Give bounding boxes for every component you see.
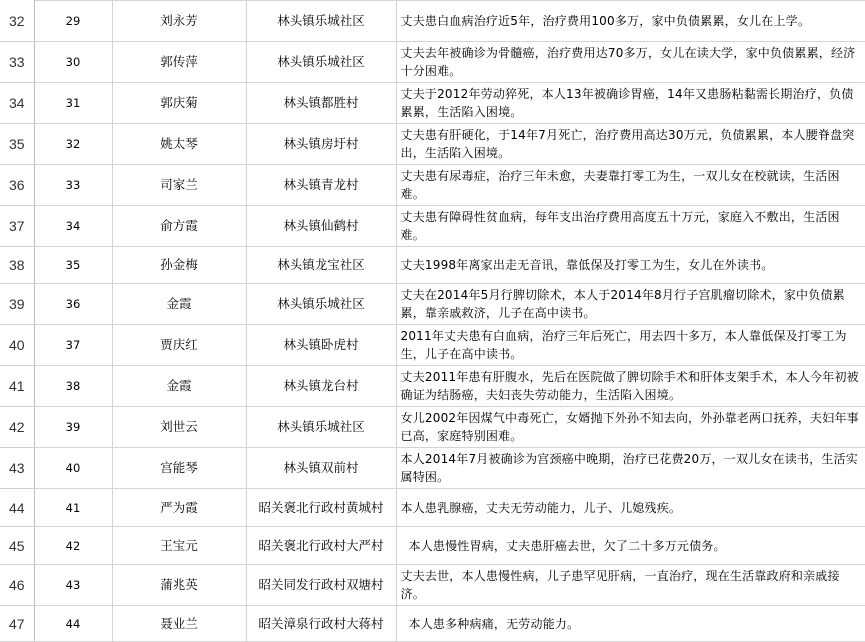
address-cell: 昭关同发行政村双塘村 — [246, 565, 396, 606]
situation-cell: 丈夫去世，本人患慢性病，儿子患罕见肝病，一直治疗，现在生活靠政府和亲戚接济。 — [396, 565, 865, 606]
table-row[interactable] — [0, 42, 865, 83]
address-cell: 林头镇双前村 — [246, 448, 396, 489]
row-header[interactable]: 47 — [0, 606, 34, 642]
serial-number-cell: 39 — [34, 407, 112, 448]
table-row[interactable] — [0, 247, 865, 284]
situation-cell: 本人患慢性胃病，丈夫患肝癌去世，欠了二十多万元债务。 — [396, 527, 865, 565]
serial-number-cell: 40 — [34, 448, 112, 489]
serial-number-cell: 31 — [34, 83, 112, 124]
serial-number-cell: 38 — [34, 366, 112, 407]
table-row[interactable] — [0, 407, 865, 448]
name-cell: 俞方霞 — [112, 206, 246, 247]
table-row[interactable] — [0, 366, 865, 407]
serial-number-cell: 32 — [34, 124, 112, 165]
name-cell: 宫能琴 — [112, 448, 246, 489]
row-header[interactable]: 38 — [0, 247, 34, 284]
table-row[interactable] — [0, 565, 865, 606]
name-cell: 郭庆菊 — [112, 83, 246, 124]
address-cell: 林头镇青龙村 — [246, 165, 396, 206]
address-cell: 林头镇乐城社区 — [246, 407, 396, 448]
situation-cell: 丈夫患白血病治疗近5年，治疗费用100多万，家中负债累累，女儿在上学。 — [396, 1, 865, 42]
serial-number-cell: 41 — [34, 489, 112, 527]
address-cell: 林头镇龙宝社区 — [246, 247, 396, 284]
situation-cell: 丈夫患有尿毒症，治疗三年未愈，夫妻靠打零工为生，一双儿女在校就读，生活困难。 — [396, 165, 865, 206]
serial-number-cell: 36 — [34, 284, 112, 325]
row-header[interactable]: 37 — [0, 206, 34, 247]
name-cell: 姚太琴 — [112, 124, 246, 165]
table-row[interactable] — [0, 1, 865, 42]
situation-cell: 丈夫在2014年5月行脾切除术，本人于2014年8月行子宫肌瘤切除术，家中负债累累，靠亲戚救济，儿子在高中读书。 — [396, 284, 865, 325]
row-header[interactable]: 32 — [0, 1, 34, 42]
table-row[interactable] — [0, 124, 865, 165]
name-cell: 金霞 — [112, 284, 246, 325]
situation-cell: 丈夫去年被确诊为骨髓癌，治疗费用达70多万，女儿在读大学，家中负债累累，经济十分困难。 — [396, 42, 865, 83]
name-cell: 贾庆红 — [112, 325, 246, 366]
name-cell: 蒲兆英 — [112, 565, 246, 606]
situation-cell: 丈夫2011年患有肝腹水，先后在医院做了脾切除手术和肝体支架手术，本人今年初被确证为结肠癌，夫妇丧失劳动能力，生活陷入困境。 — [396, 366, 865, 407]
serial-number-cell: 42 — [34, 527, 112, 565]
row-header[interactable]: 45 — [0, 527, 34, 565]
situation-cell: 2011年丈夫患有白血病，治疗三年后死亡，用去四十多万，本人靠低保及打零工为生，儿子在高中读书。 — [396, 325, 865, 366]
address-cell: 昭关漳泉行政村大蒋村 — [246, 606, 396, 642]
name-cell: 聂业兰 — [112, 606, 246, 642]
row-header[interactable]: 44 — [0, 489, 34, 527]
table-row[interactable] — [0, 284, 865, 325]
address-cell: 林头镇龙台村 — [246, 366, 396, 407]
name-cell: 司家兰 — [112, 165, 246, 206]
table-row[interactable] — [0, 527, 865, 565]
row-header[interactable]: 34 — [0, 83, 34, 124]
row-header[interactable]: 42 — [0, 407, 34, 448]
row-header[interactable]: 39 — [0, 284, 34, 325]
address-cell: 林头镇都胜村 — [246, 83, 396, 124]
address-cell: 昭关褒北行政村黄城村 — [246, 489, 396, 527]
row-header[interactable]: 33 — [0, 42, 34, 83]
row-header[interactable]: 41 — [0, 366, 34, 407]
address-cell: 林头镇乐城社区 — [246, 1, 396, 42]
name-cell: 郭传萍 — [112, 42, 246, 83]
situation-cell: 丈夫于2012年劳动猝死，本人13年被确诊胃癌，14年又患肠粘黏需长期治疗，负债累累，生活陷入困境。 — [396, 83, 865, 124]
serial-number-cell: 37 — [34, 325, 112, 366]
address-cell: 林头镇仙鹤村 — [246, 206, 396, 247]
serial-number-cell: 44 — [34, 606, 112, 642]
row-header[interactable]: 40 — [0, 325, 34, 366]
table-row[interactable] — [0, 606, 865, 642]
serial-number-cell: 43 — [34, 565, 112, 606]
serial-number-cell: 30 — [34, 42, 112, 83]
situation-cell: 本人2014年7月被确诊为宫颈癌中晚期，治疗已花费20万，一双儿女在读书，生活实属特困。 — [396, 448, 865, 489]
row-header[interactable]: 46 — [0, 565, 34, 606]
table-body — [0, 1, 865, 642]
table-row[interactable] — [0, 206, 865, 247]
situation-cell: 本人患多种病痛，无劳动能力。 — [396, 606, 865, 642]
table-row[interactable] — [0, 325, 865, 366]
name-cell: 金霞 — [112, 366, 246, 407]
serial-number-cell: 33 — [34, 165, 112, 206]
situation-cell: 丈夫患有肝硬化，于14年7月死亡，治疗费用高达30万元，负债累累，本人腰脊盘突出，生活陷入困境。 — [396, 124, 865, 165]
situation-cell: 女儿2002年因煤气中毒死亡，女婿抛下外孙不知去向，外孙靠老两口抚养，夫妇年事已高，家庭特别困难。 — [396, 407, 865, 448]
row-header[interactable]: 36 — [0, 165, 34, 206]
name-cell: 刘永芳 — [112, 1, 246, 42]
address-cell: 林头镇乐城社区 — [246, 42, 396, 83]
serial-number-cell: 34 — [34, 206, 112, 247]
address-cell: 昭关褒北行政村大严村 — [246, 527, 396, 565]
row-header[interactable]: 35 — [0, 124, 34, 165]
situation-cell: 丈夫1998年离家出走无音讯，靠低保及打零工为生，女儿在外读书。 — [396, 247, 865, 284]
table-row[interactable] — [0, 489, 865, 527]
serial-number-cell: 29 — [34, 1, 112, 42]
table-row[interactable] — [0, 165, 865, 206]
situation-cell: 丈夫患有障碍性贫血病，每年支出治疗费用高度五十万元，家庭入不敷出，生活困难。 — [396, 206, 865, 247]
name-cell: 王宝元 — [112, 527, 246, 565]
name-cell: 刘世云 — [112, 407, 246, 448]
address-cell: 林头镇乐城社区 — [246, 284, 396, 325]
name-cell: 严为霞 — [112, 489, 246, 527]
row-header[interactable]: 43 — [0, 448, 34, 489]
address-cell: 林头镇卧虎村 — [246, 325, 396, 366]
table-row[interactable] — [0, 83, 865, 124]
serial-number-cell: 35 — [34, 247, 112, 284]
table-row[interactable] — [0, 448, 865, 489]
name-cell: 孙金梅 — [112, 247, 246, 284]
address-cell: 林头镇房圩村 — [246, 124, 396, 165]
situation-cell: 本人患乳腺癌，丈夫无劳动能力，儿子、儿媳残疾。 — [396, 489, 865, 527]
